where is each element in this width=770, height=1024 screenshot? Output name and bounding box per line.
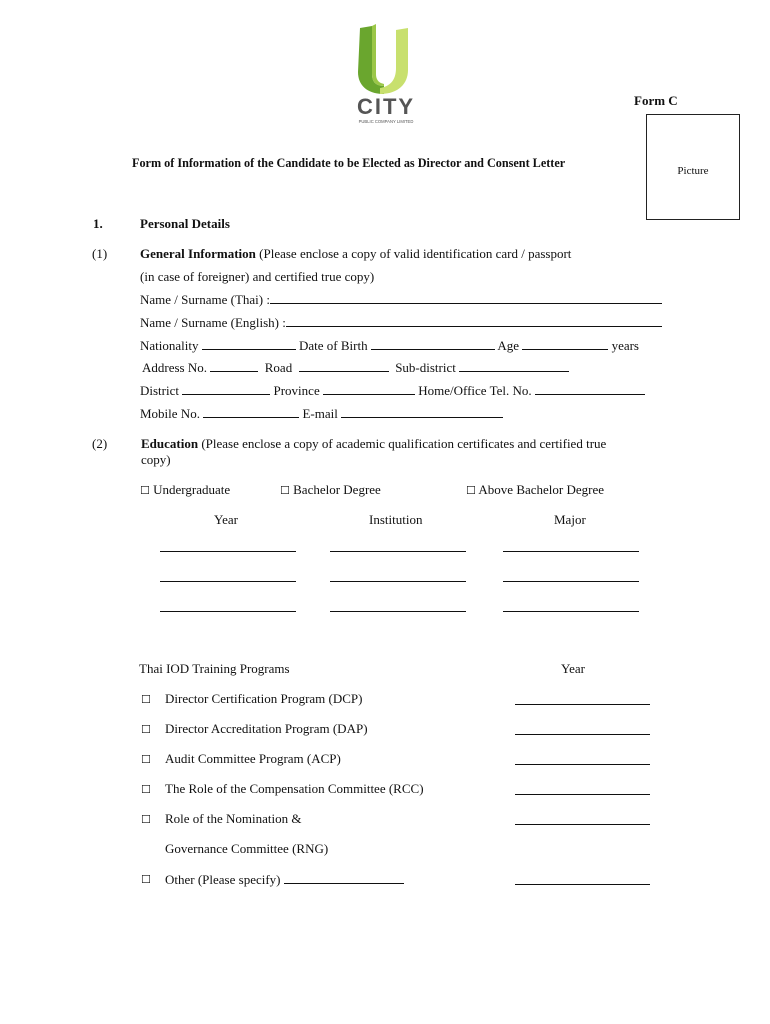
column-year: Year [214, 512, 238, 527]
column-major: Major [554, 512, 586, 527]
district-row [140, 382, 645, 399]
option-label: Bachelor Degree [293, 482, 381, 497]
general-heading-line [140, 246, 571, 262]
name-thai-row [140, 291, 662, 308]
iod-year-field[interactable] [515, 722, 650, 735]
checkbox-icon[interactable]: ☐ [466, 484, 476, 497]
section-heading: Personal Details [140, 216, 230, 231]
picture-box[interactable] [646, 114, 740, 220]
edu-institution-field[interactable] [330, 539, 466, 552]
education-note: (Please enclose a copy of academic qualification certificates and certified true [201, 436, 607, 451]
option-bachelor[interactable] [280, 482, 381, 498]
province-label: Province [273, 383, 320, 398]
city-logo [340, 22, 430, 127]
iod-year-label: Year [561, 661, 585, 676]
logo-mark-light [380, 28, 408, 94]
name-thai-label: Name / Surname (Thai) : [140, 292, 270, 307]
name-english-field[interactable] [286, 314, 662, 327]
option-undergraduate[interactable] [140, 482, 230, 498]
edu-major-field[interactable] [503, 569, 639, 582]
column-institution: Institution [369, 512, 423, 527]
address-label: Address No. [142, 360, 207, 375]
program-label: The Role of the Compensation Committee (RCC) [165, 781, 424, 796]
checkbox-icon[interactable]: ☐ [141, 753, 151, 766]
iod-year-field[interactable] [515, 782, 650, 795]
logo-name: CITY [356, 94, 416, 119]
general-note: (Please enclose a copy of valid identification card / passport [259, 246, 572, 261]
province-field[interactable] [323, 382, 415, 395]
iod-heading: Thai IOD Training Programs [139, 661, 290, 676]
option-label: Undergraduate [153, 482, 231, 497]
email-field[interactable] [341, 405, 503, 418]
edu-institution-field[interactable] [330, 569, 466, 582]
name-english-row [140, 314, 662, 331]
checkbox-icon[interactable]: ☐ [280, 484, 290, 497]
checkbox-icon[interactable]: ☐ [141, 693, 151, 706]
dob-field[interactable] [371, 337, 495, 350]
checkbox-icon[interactable]: ☐ [141, 723, 151, 736]
checkbox-icon[interactable]: ☐ [141, 813, 151, 826]
iod-program-rcc[interactable] [141, 781, 424, 797]
edu-major-field[interactable] [503, 539, 639, 552]
iod-program-other[interactable] [141, 871, 281, 887]
mobile-field[interactable] [203, 405, 299, 418]
name-thai-field[interactable] [270, 291, 662, 304]
nationality-label: Nationality [140, 338, 199, 353]
iod-year-field[interactable] [515, 752, 650, 765]
checkbox-icon[interactable]: ☐ [141, 873, 151, 886]
other-row [165, 871, 404, 888]
road-field[interactable] [299, 359, 389, 372]
iod-year-field[interactable] [515, 872, 650, 885]
general-heading: General Information [140, 246, 256, 261]
program-label: Other (Please specify) [165, 872, 281, 887]
picture-label: Picture [677, 165, 709, 177]
dob-label: Date of Birth [299, 338, 368, 353]
district-field[interactable] [182, 382, 270, 395]
iod-year-field[interactable] [515, 812, 650, 825]
mobile-row [140, 405, 503, 422]
program-label: Director Accreditation Program (DAP) [165, 721, 368, 736]
iod-program-dap[interactable] [141, 721, 368, 737]
district-label: District [140, 383, 179, 398]
edu-year-field[interactable] [160, 539, 296, 552]
program-label: Role of the Nomination & [165, 811, 302, 826]
edu-major-field[interactable] [503, 599, 639, 612]
email-label: E-mail [302, 406, 338, 421]
education-number: (2) [92, 436, 108, 451]
subdistrict-label: Sub-district [395, 360, 456, 375]
age-field[interactable] [522, 337, 608, 350]
program-label: Audit Committee Program (ACP) [165, 751, 341, 766]
address-row [142, 359, 569, 376]
iod-program-rng[interactable] [141, 811, 302, 827]
other-specify-field[interactable] [284, 871, 404, 884]
nationality-row [140, 337, 639, 354]
road-label: Road [264, 360, 293, 375]
iod-year-field[interactable] [515, 692, 650, 705]
form-label: Form C [634, 93, 678, 108]
section-number: 1. [93, 216, 103, 231]
education-heading-line [141, 436, 606, 452]
education-heading: Education [141, 436, 199, 451]
address-no-field[interactable] [210, 359, 258, 372]
program-label-cont: Governance Committee (RNG) [165, 841, 329, 856]
age-label: Age [497, 338, 520, 353]
edu-year-field[interactable] [160, 569, 296, 582]
checkbox-icon[interactable]: ☐ [141, 783, 151, 796]
general-number: (1) [92, 246, 108, 261]
iod-program-acp[interactable] [141, 751, 341, 767]
subdistrict-field[interactable] [459, 359, 569, 372]
edu-institution-field[interactable] [330, 599, 466, 612]
mobile-label: Mobile No. [140, 406, 200, 421]
name-english-label: Name / Surname (English) : [140, 315, 286, 330]
tel-label: Home/Office Tel. No. [418, 383, 532, 398]
logo-tagline: PUBLIC COMPANY LIMITED [358, 119, 414, 124]
nationality-field[interactable] [202, 337, 296, 350]
checkbox-icon[interactable]: ☐ [140, 484, 150, 497]
program-label: Director Certification Program (DCP) [165, 691, 363, 706]
edu-year-field[interactable] [160, 599, 296, 612]
education-note-cont: copy) [141, 452, 171, 467]
form-title: Form of Information of the Candidate to be Elected as Director and Consent Letter [132, 156, 566, 170]
general-note-cont: (in case of foreigner) and certified true copy) [140, 269, 375, 284]
tel-field[interactable] [535, 382, 645, 395]
years-label: years [611, 338, 639, 353]
option-label: Above Bachelor Degree [478, 482, 605, 497]
iod-program-dcp[interactable] [141, 691, 363, 707]
option-above-bachelor[interactable] [466, 482, 604, 498]
